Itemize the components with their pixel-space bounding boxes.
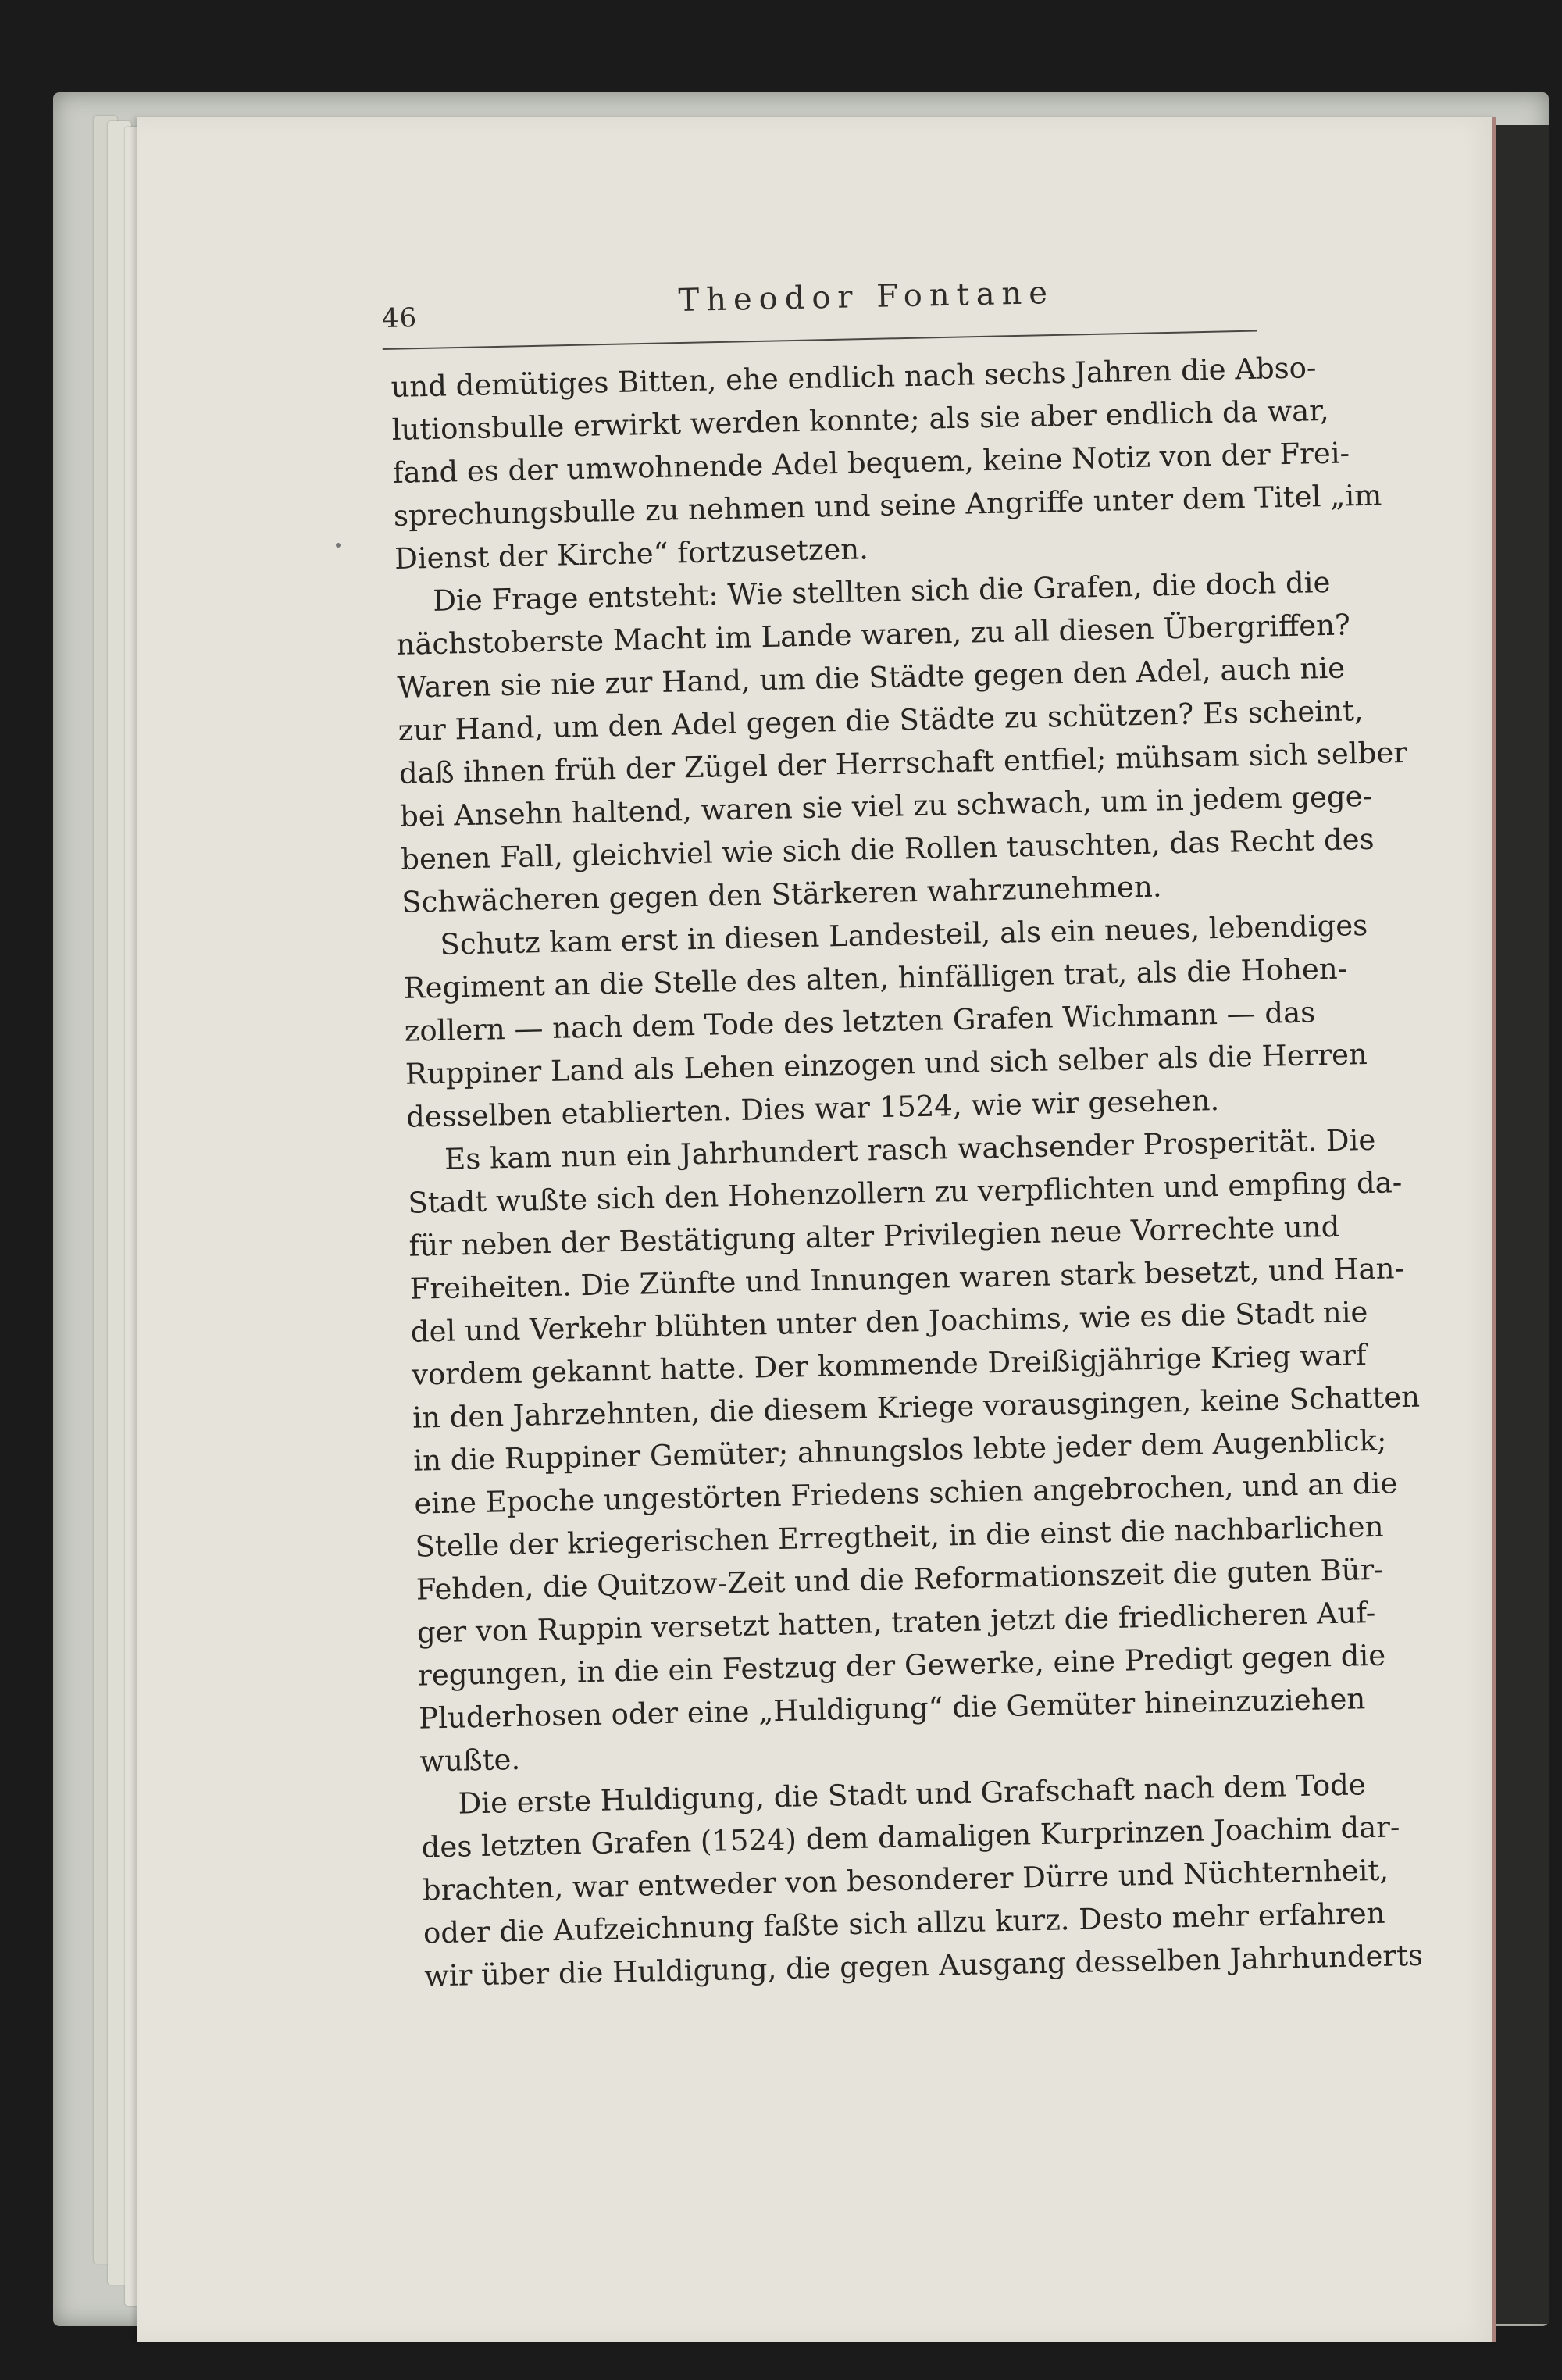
text-line: Dienst der Kirche“ fortzusetzen. — [394, 532, 869, 576]
text-line: nächstoberste Macht im Lande waren, zu all diesen Übergriffen? — [396, 608, 1351, 662]
text-line: zollern — nach dem Tode des letzten Grafen Wichmann — das — [404, 995, 1316, 1048]
text-line: Stelle der kriegerischen Erregtheit, in die einst die nachbarlichen — [415, 1509, 1384, 1564]
paragraph — [407, 1120, 1421, 1783]
text-line: wir über die Huldigung, die gegen Ausgang desselben Jahrhunderts — [423, 1938, 1424, 1993]
text-line: Waren sie nie zur Hand, um die Städte gegen den Adel, auch nie — [397, 651, 1346, 705]
text-line: lutionsbulle erwirkt werden konnte; als sie aber endlich da war, — [391, 393, 1330, 447]
text-line: regungen, in die ein Festzug der Gewerke, eine Predigt gegen die — [417, 1638, 1386, 1693]
text-line: in den Jahrzehnten, die diesem Kriege vorausgingen, keine Schatten — [412, 1379, 1421, 1435]
text-line: und demütiges Bitten, ehe endlich nach sechs Jahren die Abso- — [390, 351, 1317, 404]
text-line: des letzten Grafen (1524) dem damaligen Kurprinzen Joachim dar- — [421, 1810, 1400, 1864]
text-line: Es kam nun ein Jahrhundert rasch wachsender Prosperität. Die — [444, 1122, 1376, 1176]
page-number: 46 — [381, 302, 418, 335]
text-line: in die Ruppiner Gemüter; ahnungslos lebte jeder dem Augenblick; — [412, 1423, 1387, 1478]
text-line: Schwächeren gegen den Stärkeren wahrzunehmen. — [401, 869, 1162, 919]
text-line: Die Frage entsteht: Wie stellten sich die Grafen, die doch die — [432, 565, 1331, 618]
text-line: del und Verkehr blühten unter den Joachims, wie es die Stadt nie — [410, 1295, 1368, 1349]
text-line: Fehden, die Quitzow-Zeit und die Reformationszeit die guten Bür- — [415, 1552, 1385, 1607]
text-line: Schutz kam erst in diesen Landesteil, als ein neues, lebendiges — [440, 908, 1368, 962]
text-line: für neben der Bestätigung alter Privilegien neue Vorrechte und — [408, 1209, 1340, 1263]
text-line: Pluderhosen oder eine „Huldigung“ die Gemüter hineinzuziehen — [418, 1682, 1366, 1736]
text-line: sprechungsbulle zu nehmen und seine Angriffe unter dem Titel „im — [393, 478, 1382, 533]
text-line: Ruppiner Land als Lehen einzogen und sich selber als die Herren — [405, 1037, 1368, 1091]
text-line: Die erste Huldigung, die Stadt und Grafschaft nach dem Tode — [458, 1768, 1367, 1821]
text-line: bei Ansehn haltend, waren sie viel zu schwach, um in jedem gege- — [399, 779, 1373, 833]
paragraph — [390, 347, 1382, 580]
text-line: Freiheiten. Die Zünfte und Innungen waren stark besetzt, und Han- — [409, 1251, 1405, 1306]
text-line: vordem gekannt hatte. Der kommende Dreißigjährige Krieg warf — [411, 1338, 1368, 1392]
text-line: oder die Aufzeichnung faßte sich allzu kurz. Desto mehr erfahren — [423, 1896, 1385, 1950]
text-line: ger von Ruppin versetzt hatten, traten jetzt die friedlicheren Auf- — [416, 1595, 1376, 1650]
text-line: desselben etablierten. Dies war 1524, wie wir gesehen. — [405, 1083, 1220, 1134]
text-line: Regiment an die Stelle des alten, hinfälligen trat, als die Hohen- — [403, 951, 1348, 1005]
text-line: benen Fall, gleichviel wie sich die Rollen tauschten, das Recht des — [400, 822, 1375, 876]
running-head: Theodor Fontane — [678, 274, 1055, 319]
ink-speck — [336, 543, 341, 548]
text-line: wußte. — [419, 1742, 521, 1779]
text-line: eine Epoche ungestörten Friedens schien angebrochen, und an die — [414, 1466, 1398, 1521]
paragraph — [402, 905, 1368, 1139]
text-line: fand es der umwohnende Adel bequem, keine Notiz von der Frei- — [392, 436, 1350, 490]
book-cover-spine-shadow — [1490, 125, 1549, 2324]
text-line: brachten, war entweder von besonderer Dürre und Nüchternheit, — [422, 1853, 1389, 1907]
paragraph — [395, 562, 1408, 924]
text-line: zur Hand, um den Adel gegen die Städte zu schützen? Es scheint, — [398, 694, 1364, 748]
paragraph — [420, 1764, 1424, 1998]
page-red-edge — [1492, 117, 1496, 2342]
body-text — [390, 347, 1424, 1998]
text-line: daß ihnen früh der Zügel der Herrschaft entfiel; mühsam sich selber — [398, 735, 1408, 790]
text-line: Stadt wußte sich den Hohenzollern zu verpflichten und empfing da- — [408, 1165, 1403, 1220]
